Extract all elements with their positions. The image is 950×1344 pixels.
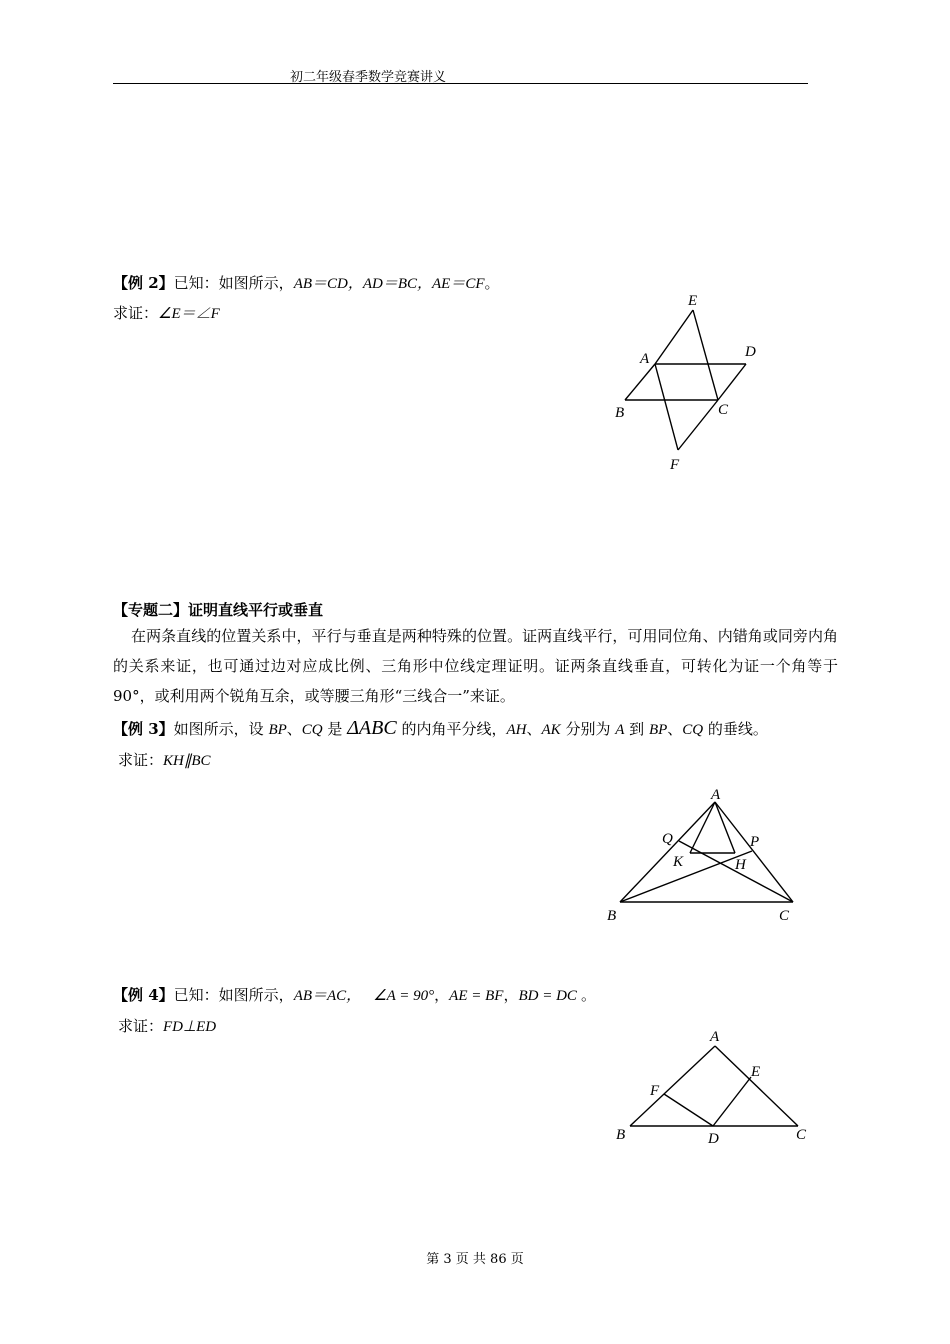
example2-prove-label: 求证： <box>113 304 159 322</box>
fig3-segment-ac <box>715 802 793 902</box>
fig4-segment-fd <box>664 1094 713 1126</box>
example4-cond3: AE = BF <box>449 988 504 1004</box>
example3-prove <box>118 749 211 770</box>
fig2-segment-fc <box>678 400 718 450</box>
example2-prove-statement: ∠E＝∠F <box>158 306 220 322</box>
fig2-segment-ba <box>625 364 655 400</box>
example4-sep-2: ， <box>503 986 519 1004</box>
fig2-segment-cd <box>718 364 746 400</box>
example3-sep: 、 <box>286 720 302 738</box>
fig4-label-e: E <box>751 1064 761 1080</box>
fig2-label-a: A <box>640 351 650 367</box>
fig4-label-c: C <box>796 1127 807 1143</box>
topic2-heading: 【专题二】证明直线平行或垂直 <box>113 601 324 619</box>
example2-given-end: 。 <box>484 274 500 292</box>
example3-seg-bp: BP <box>268 722 287 738</box>
topic2-paragraph <box>113 621 838 711</box>
example3-pt-a: A <box>615 722 625 738</box>
fig4-label-d: D <box>708 1131 719 1147</box>
example2-figure <box>600 285 800 480</box>
example3-text-f: 的垂线。 <box>703 720 768 738</box>
example3-text-e: 到 <box>624 720 649 738</box>
example4-prove <box>118 1015 216 1036</box>
example3-text-b: 是 <box>322 720 348 738</box>
fig2-segment-af <box>655 364 678 450</box>
topic2-paragraph-text: 在两条直线的位置关系中，平行与垂直是两种特殊的位置。证两直线平行，可用同位角、内错角或同旁内角的关系来证，也可通过边对应成比例、三角形中位线定理证明。证两条直线垂直，可转化为证一个角等于 90°，或利用两个锐角互余，或等腰三角形“三线合一”来证。 <box>113 627 838 705</box>
header-rule <box>113 83 808 84</box>
fig2-label-f: F <box>670 457 680 473</box>
fig3-label-c: C <box>779 908 790 924</box>
fig2-label-e: E <box>688 293 698 309</box>
example4-cond4: BD = DC <box>518 988 577 1004</box>
example3-given <box>113 717 768 740</box>
example3-seg-cq-2: CQ <box>682 722 704 738</box>
fig3-segment-ah <box>715 802 735 853</box>
example4-tag: 【例 4】 <box>113 986 174 1004</box>
example3-seg-cq: CQ <box>301 722 323 738</box>
fig3-segment-bp <box>620 851 752 902</box>
example3-text-a: 如图所示，设 <box>173 720 269 738</box>
example3-prove-statement: KH∥BC <box>163 753 211 769</box>
fig2-label-c: C <box>718 402 729 418</box>
fig4-segment-ac <box>715 1046 798 1126</box>
example3-seg-ak: AK <box>541 722 561 738</box>
fig2-segment-ec <box>693 310 718 400</box>
example3-text-d: 分别为 <box>560 720 616 738</box>
example3-figure <box>600 780 800 930</box>
example4-cond2: ∠A = 90° <box>373 988 435 1004</box>
example2-prove <box>113 302 220 323</box>
example4-figure <box>600 1020 810 1150</box>
example2-given-prefix: 已知：如图所示， <box>173 274 294 292</box>
fig4-segment-de <box>713 1077 751 1126</box>
example3-sep-2: 、 <box>526 720 542 738</box>
fig2-segment-ae <box>655 310 693 364</box>
example3-tag: 【例 3】 <box>113 720 174 738</box>
fig4-label-a: A <box>710 1029 720 1045</box>
page-footer: 第 3 页 共 86 页 <box>426 1252 524 1267</box>
example4-prove-statement: FD⊥ED <box>163 1019 217 1035</box>
fig4-segment-ba <box>630 1046 715 1126</box>
fig3-segment-ak <box>690 802 715 853</box>
example3-sep-3: 、 <box>667 720 683 738</box>
fig2-label-d: D <box>745 344 756 360</box>
header-title: 初二年级春季数学竞赛讲义 <box>290 70 447 85</box>
example4-sep-1: ， <box>434 986 450 1004</box>
example4-prove-label: 求证： <box>118 1017 164 1035</box>
fig4-label-b: B <box>616 1127 626 1143</box>
example3-prove-label: 求证： <box>118 751 164 769</box>
fig3-label-k: K <box>673 854 684 870</box>
example4-given-prefix: 已知：如图所示， <box>173 986 294 1004</box>
fig4-label-f: F <box>650 1083 660 1099</box>
example3-triangle: ΔABC <box>347 717 397 739</box>
example4-end: 。 <box>580 986 596 1004</box>
example2-given <box>113 272 500 293</box>
fig3-label-a: A <box>711 787 721 803</box>
fig2-label-b: B <box>615 405 625 421</box>
example2-conditions: AB＝CD，AD＝BC，AE＝CF <box>293 276 485 292</box>
example3-text-c: 的内角平分线， <box>396 720 507 738</box>
fig3-label-b: B <box>607 908 617 924</box>
fig3-label-p: P <box>750 834 760 850</box>
example3-seg-ah: AH <box>506 722 527 738</box>
fig3-label-h: H <box>735 857 746 873</box>
example4-cond1: AB＝AC， <box>293 988 362 1004</box>
example2-tag: 【例 2】 <box>113 274 174 292</box>
fig3-label-q: Q <box>662 831 673 847</box>
example3-seg-bp-2: BP <box>648 722 668 738</box>
example4-given <box>113 984 596 1005</box>
